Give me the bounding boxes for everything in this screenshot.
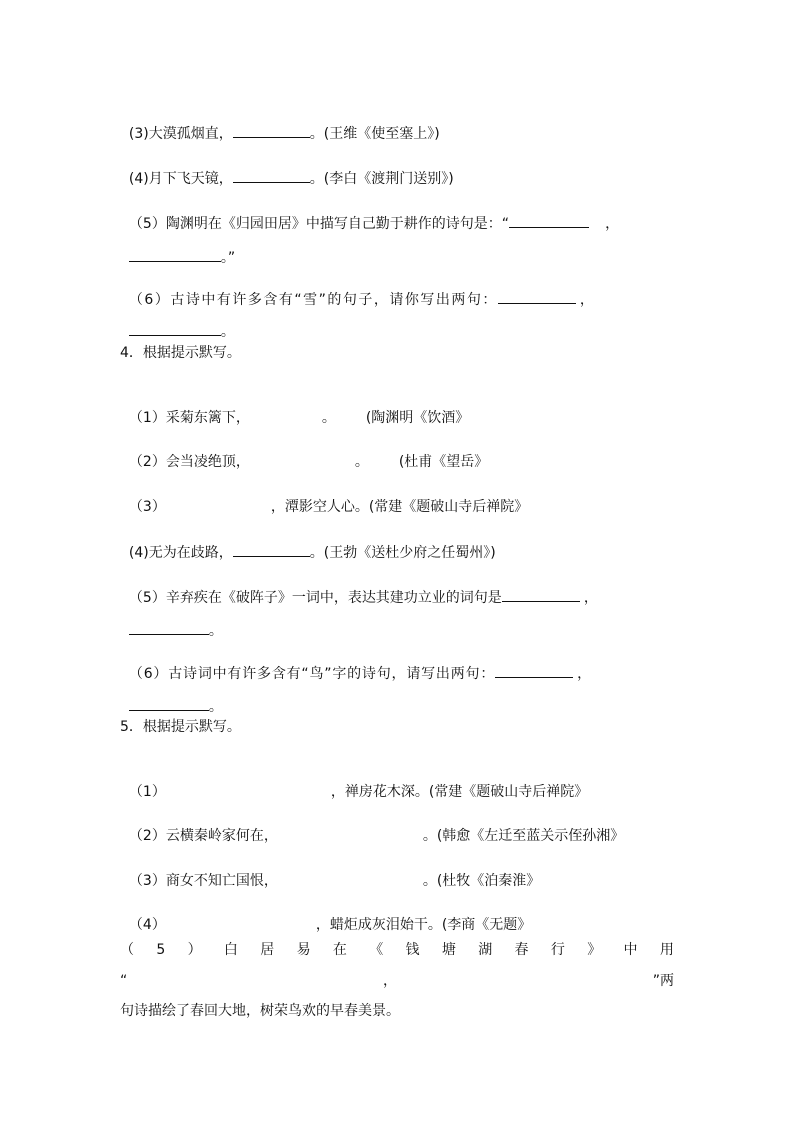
- answer-blank[interactable]: [509, 212, 589, 228]
- q4-item5-text: （5）辛弃疾在《破阵子》一词中，表达其建功立业的词句是: [128, 590, 502, 606]
- q5-item5-line2: [120, 971, 674, 991]
- q5-item5-char: 中: [623, 942, 638, 958]
- q5-item2-end: 。(韩愈《左迁至蓝关示侄孙湘》: [422, 828, 625, 844]
- q3-item5-mid: ，: [605, 216, 620, 232]
- q4-item3: [120, 477, 528, 517]
- q5-item5-char: 春: [514, 942, 529, 958]
- q4-item5-mid: ，: [583, 590, 598, 606]
- q5-item5-char: 居: [260, 942, 275, 958]
- q4-item2-text: （2）会当凌绝顶，: [128, 454, 250, 470]
- q4-item3-text: （3）: [128, 499, 166, 515]
- q4-item4-text: (4)无为在歧路，: [128, 545, 233, 561]
- q5-item5-char: 易: [296, 942, 311, 958]
- q3-item3-source: 。(王维《使至塞上》): [309, 126, 440, 142]
- q3-item5-cont: [120, 226, 235, 268]
- q5-item5-char: ）: [187, 942, 202, 958]
- answer-blank[interactable]: [498, 288, 576, 304]
- q5-item1-text: （1）: [128, 784, 166, 800]
- q4-item5-end: 。: [208, 623, 223, 639]
- q5-item4-text: （4）: [128, 917, 166, 933]
- q5-item5-char: 》: [587, 942, 602, 958]
- q4-item1-text: （1）采菊东篱下，: [128, 410, 250, 426]
- q5-item5-char: 用: [659, 942, 674, 958]
- q5-item5-char: 在: [332, 942, 347, 958]
- q4-item6-cont: [120, 675, 223, 717]
- q5-heading: 5．根据提示默写。: [120, 719, 241, 735]
- answer-blank[interactable]: [495, 662, 573, 678]
- q3-item6-cont: [120, 300, 235, 342]
- q5-item4: [120, 895, 531, 935]
- q4-item2-source: (杜甫《望岳》: [398, 454, 489, 470]
- q4-item4: [120, 521, 496, 563]
- q4-item2-end: 。: [354, 454, 369, 470]
- q5-item5-open-quote: “: [120, 973, 128, 989]
- q5-item5-char: 钱: [405, 942, 420, 958]
- q5-item5-close-quote: ”两: [652, 973, 674, 989]
- q4-item2: [120, 432, 488, 472]
- q3-item6-mid: ，: [579, 292, 594, 308]
- q5-item5-char: 塘: [441, 942, 456, 958]
- q5-item3: [120, 851, 540, 891]
- q4-item6-end: 。: [208, 699, 223, 715]
- q5-item5-line3: 句诗描绘了春回大地，树荣鸟欢的早春美景。: [120, 1003, 400, 1019]
- answer-blank[interactable]: [129, 619, 209, 635]
- q5-item5-line1: [120, 940, 674, 960]
- q5-item4-end: ，蜡炬成灰泪始干。(李商《无题》: [315, 917, 532, 933]
- q5-item3-text: （3）商女不知亡国恨，: [128, 873, 278, 889]
- answer-blank[interactable]: [129, 320, 221, 336]
- q5-item1-end: ，禅房花木深。(常建《题破山寺后禅院》: [330, 784, 589, 800]
- q3-item6-text: （6）古诗中有许多含有“雪”的句子，请你写出两句：: [128, 292, 498, 308]
- q3-item4-source: 。(李白《渡荆门送别》): [309, 171, 454, 187]
- q3-item6-end: 。: [220, 324, 235, 340]
- answer-blank[interactable]: [129, 695, 209, 711]
- q5-item3-end: 。(杜牧《泊秦淮》: [422, 873, 541, 889]
- q5-item2-text: （2）云横秦岭家何在，: [128, 828, 278, 844]
- q4-heading: 4．根据提示默写。: [120, 345, 241, 361]
- q4-item4-source: 。(王勃《送杜少府之任蜀州》): [309, 545, 496, 561]
- answer-blank[interactable]: [233, 122, 310, 138]
- q5-item5-char: 5: [156, 942, 166, 958]
- q4-item1-end: 。: [321, 410, 336, 426]
- q3-item4-text: (4)月下飞天镜，: [128, 171, 233, 187]
- q5-item2: [120, 806, 624, 846]
- q4-item1-source: (陶渊明《饮酒》: [365, 410, 470, 426]
- q5-item5-mid: ，: [383, 973, 397, 989]
- answer-blank[interactable]: [233, 167, 310, 183]
- q4-item6-text: （6）古诗词中有许多含有“鸟”字的诗句，请写出两句：: [128, 666, 496, 682]
- q3-item3-text: (3)大漠孤烟直，: [128, 126, 233, 142]
- answer-blank[interactable]: [502, 586, 580, 602]
- q5-item5-char: 湖: [478, 942, 493, 958]
- answer-blank[interactable]: [129, 246, 221, 262]
- q4-item5-cont: [120, 599, 223, 641]
- q3-item3: [120, 102, 440, 144]
- q5-item5-char: 《: [369, 942, 384, 958]
- q5-item5-char: 行: [550, 942, 565, 958]
- q3-item5-text: （5）陶渊明在《归园田居》中描写自己勤于耕作的诗句是：“: [128, 216, 510, 232]
- q3-item5-end: 。”: [220, 250, 236, 266]
- q5-item5-char: 白: [223, 942, 238, 958]
- q4-item1: [120, 388, 469, 428]
- q4-item6-mid: ，: [577, 666, 592, 682]
- q4-item3-end: ，潭影空人心。(常建《题破山寺后禅院》: [270, 499, 529, 515]
- answer-blank[interactable]: [233, 541, 310, 557]
- q5-item1: [120, 762, 588, 802]
- q5-item5-char: （: [120, 942, 134, 958]
- q3-item4: [120, 147, 454, 189]
